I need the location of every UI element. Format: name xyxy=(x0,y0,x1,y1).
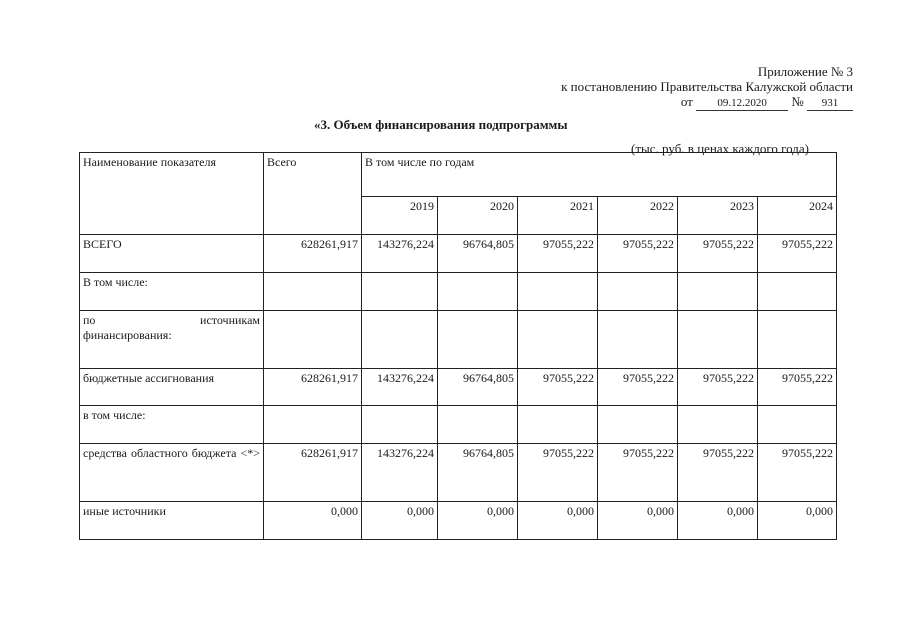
total-cell xyxy=(264,311,362,369)
table-row xyxy=(80,311,837,369)
year-value-cell: 97055,222 xyxy=(598,444,678,502)
year-value-cell: 96764,805 xyxy=(438,444,518,502)
row-label: иные источники xyxy=(80,502,264,540)
year-value-cell xyxy=(678,406,758,444)
table-row xyxy=(80,369,837,406)
units-note: (тыс. руб. в ценах каждого года) xyxy=(631,141,809,156)
year-value-cell xyxy=(758,311,837,369)
year-value-cell: 97055,222 xyxy=(518,369,598,406)
year-value-cell: 0,000 xyxy=(438,502,518,540)
total-cell: 628261,917 xyxy=(264,444,362,502)
year-value-cell: 97055,222 xyxy=(678,369,758,406)
year-value-cell xyxy=(678,311,758,369)
year-value-cell xyxy=(758,406,837,444)
resolution-date: 09.12.2020 xyxy=(696,97,788,111)
financing-table xyxy=(79,152,837,540)
row-label: бюджетные ассигнования xyxy=(80,369,264,406)
col-indicator-header: Наименование показателя xyxy=(80,153,264,235)
year-value-cell xyxy=(678,273,758,311)
year-value-cell: 143276,224 xyxy=(362,369,438,406)
year-value-cell xyxy=(598,273,678,311)
year-value-cell: 97055,222 xyxy=(678,235,758,273)
year-value-cell: 0,000 xyxy=(362,502,438,540)
year-value-cell: 0,000 xyxy=(678,502,758,540)
year-value-cell xyxy=(598,311,678,369)
year-value-cell xyxy=(518,311,598,369)
table-row xyxy=(80,444,837,502)
year-value-cell xyxy=(598,406,678,444)
year-value-cell: 97055,222 xyxy=(758,369,837,406)
year-value-cell xyxy=(362,406,438,444)
col-by-years-header: В том числе по годам xyxy=(362,153,837,197)
year-value-cell: 143276,224 xyxy=(362,444,438,502)
resolution-date-number xyxy=(681,94,853,111)
total-cell xyxy=(264,273,362,311)
year-value-cell xyxy=(518,273,598,311)
year-value-cell xyxy=(518,406,598,444)
table-row xyxy=(80,235,837,273)
total-cell: 0,000 xyxy=(264,502,362,540)
total-cell xyxy=(264,406,362,444)
year-value-cell: 0,000 xyxy=(758,502,837,540)
section-title: «3. Объем финансирования подпрограммы xyxy=(314,117,568,132)
year-header: 2022 xyxy=(598,197,678,235)
year-value-cell xyxy=(438,273,518,311)
year-value-cell: 97055,222 xyxy=(518,444,598,502)
total-cell: 628261,917 xyxy=(264,369,362,406)
table-row xyxy=(80,273,837,311)
table-row xyxy=(80,406,837,444)
row-label xyxy=(80,311,264,369)
row-label-part: по xyxy=(83,313,96,327)
year-value-cell xyxy=(438,311,518,369)
resolution-number: 931 xyxy=(807,97,853,111)
year-header: 2021 xyxy=(518,197,598,235)
col-total-header: Всего xyxy=(264,153,362,235)
row-label: средства областного бюджета <*> xyxy=(80,444,264,502)
year-value-cell: 0,000 xyxy=(598,502,678,540)
year-value-cell: 97055,222 xyxy=(758,444,837,502)
row-label-part: источникам xyxy=(200,313,260,327)
row-label: в том числе: xyxy=(80,406,264,444)
year-value-cell xyxy=(758,273,837,311)
year-header: 2020 xyxy=(438,197,518,235)
table-header-row xyxy=(80,153,837,197)
year-value-cell xyxy=(438,406,518,444)
year-value-cell xyxy=(362,273,438,311)
year-value-cell: 143276,224 xyxy=(362,235,438,273)
total-cell: 628261,917 xyxy=(264,235,362,273)
year-value-cell: 97055,222 xyxy=(598,235,678,273)
year-value-cell: 97055,222 xyxy=(598,369,678,406)
year-value-cell: 96764,805 xyxy=(438,235,518,273)
year-value-cell: 96764,805 xyxy=(438,369,518,406)
year-value-cell: 97055,222 xyxy=(518,235,598,273)
row-label-line xyxy=(83,313,260,328)
date-prefix: от xyxy=(680,94,693,109)
number-prefix: № xyxy=(791,94,804,109)
year-header: 2019 xyxy=(362,197,438,235)
row-label: ВСЕГО xyxy=(80,235,264,273)
table-row xyxy=(80,502,837,540)
year-header: 2024 xyxy=(758,197,837,235)
row-label-part: финансирования: xyxy=(83,328,172,342)
year-value-cell: 0,000 xyxy=(518,502,598,540)
resolution-reference: к постановлению Правительства Калужской области xyxy=(561,79,853,94)
year-value-cell: 97055,222 xyxy=(678,444,758,502)
appendix-label: Приложение № 3 xyxy=(757,64,853,79)
year-header: 2023 xyxy=(678,197,758,235)
year-value-cell xyxy=(362,311,438,369)
year-value-cell: 97055,222 xyxy=(758,235,837,273)
row-label: В том числе: xyxy=(80,273,264,311)
